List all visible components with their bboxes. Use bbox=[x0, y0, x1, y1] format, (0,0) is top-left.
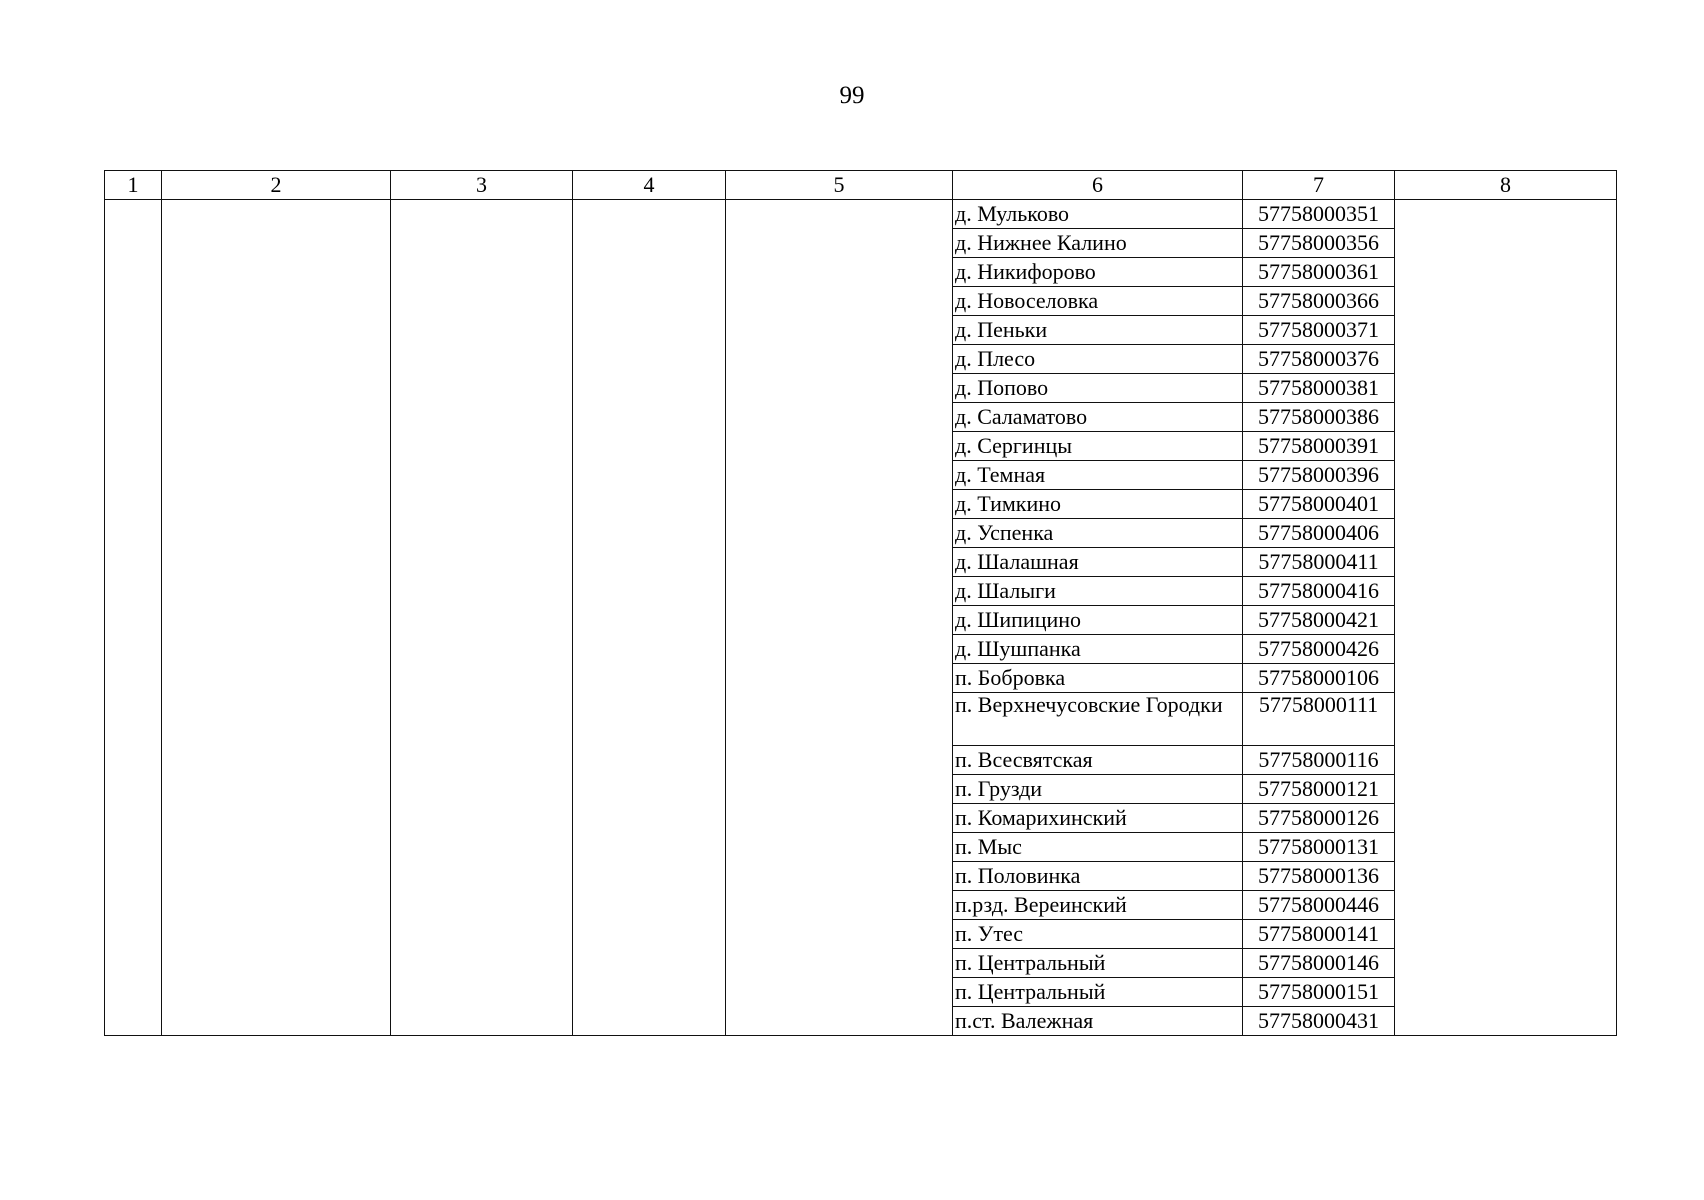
document-table bbox=[104, 170, 1617, 1036]
empty-column-8 bbox=[1395, 200, 1617, 1036]
oktmo-code-cell: 57758000136 bbox=[1243, 862, 1395, 891]
settlement-name-cell: п. Мыс bbox=[953, 833, 1243, 862]
empty-column-3 bbox=[391, 200, 573, 1036]
settlement-name-cell: д. Тимкино bbox=[953, 490, 1243, 519]
settlement-name-cell: д. Новоселовка bbox=[953, 287, 1243, 316]
oktmo-code-cell: 57758000356 bbox=[1243, 229, 1395, 258]
empty-column-1 bbox=[105, 200, 162, 1036]
settlement-name-cell: д. Попово bbox=[953, 374, 1243, 403]
settlement-name-cell: п. Всесвятская bbox=[953, 746, 1243, 775]
column-header-3: 3 bbox=[391, 171, 573, 200]
oktmo-code-cell: 57758000391 bbox=[1243, 432, 1395, 461]
oktmo-code-cell: 57758000361 bbox=[1243, 258, 1395, 287]
oktmo-code-cell: 57758000371 bbox=[1243, 316, 1395, 345]
settlement-name-cell: п. Верхнечусовские Городки bbox=[953, 693, 1243, 746]
oktmo-code-cell: 57758000106 bbox=[1243, 664, 1395, 693]
oktmo-code-cell: 57758000151 bbox=[1243, 978, 1395, 1007]
column-header-7: 7 bbox=[1243, 171, 1395, 200]
column-header-6: 6 bbox=[953, 171, 1243, 200]
oktmo-code-cell: 57758000416 bbox=[1243, 577, 1395, 606]
settlement-name-cell: п. Комарихинский bbox=[953, 804, 1243, 833]
oktmo-code-cell: 57758000426 bbox=[1243, 635, 1395, 664]
oktmo-code-cell: 57758000386 bbox=[1243, 403, 1395, 432]
oktmo-code-cell: 57758000396 bbox=[1243, 461, 1395, 490]
settlement-name-cell: д. Сергинцы bbox=[953, 432, 1243, 461]
oktmo-code-cell: 57758000376 bbox=[1243, 345, 1395, 374]
column-header-2: 2 bbox=[162, 171, 391, 200]
oktmo-code-cell: 57758000366 bbox=[1243, 287, 1395, 316]
oktmo-code-cell: 57758000141 bbox=[1243, 920, 1395, 949]
oktmo-code-cell: 57758000401 bbox=[1243, 490, 1395, 519]
settlement-name-cell: д. Нижнее Калино bbox=[953, 229, 1243, 258]
settlement-name-cell: д. Шипицино bbox=[953, 606, 1243, 635]
settlement-name-cell: д. Успенка bbox=[953, 519, 1243, 548]
settlement-name-cell: д. Шалыги bbox=[953, 577, 1243, 606]
oktmo-code-cell: 57758000446 bbox=[1243, 891, 1395, 920]
empty-column-4 bbox=[573, 200, 726, 1036]
oktmo-code-cell: 57758000126 bbox=[1243, 804, 1395, 833]
table-header bbox=[105, 171, 1617, 200]
table-row bbox=[105, 200, 1617, 229]
oktmo-code-cell: 57758000131 bbox=[1243, 833, 1395, 862]
settlement-name-cell: п. Утес bbox=[953, 920, 1243, 949]
oktmo-code-cell: 57758000406 bbox=[1243, 519, 1395, 548]
settlement-name-cell: д. Шушпанка bbox=[953, 635, 1243, 664]
oktmo-code-cell: 57758000431 bbox=[1243, 1007, 1395, 1036]
oktmo-code-cell: 57758000421 bbox=[1243, 606, 1395, 635]
empty-column-2 bbox=[162, 200, 391, 1036]
oktmo-code-cell: 57758000411 bbox=[1243, 548, 1395, 577]
column-header-8: 8 bbox=[1395, 171, 1617, 200]
settlement-name-cell: д. Мульково bbox=[953, 200, 1243, 229]
page-number: 99 bbox=[839, 82, 865, 109]
column-header-5: 5 bbox=[726, 171, 953, 200]
settlement-name-cell: д. Саламатово bbox=[953, 403, 1243, 432]
settlement-name-cell: д. Никифорово bbox=[953, 258, 1243, 287]
column-header-1: 1 bbox=[105, 171, 162, 200]
oktmo-code-cell: 57758000146 bbox=[1243, 949, 1395, 978]
settlement-name-cell: д. Плесо bbox=[953, 345, 1243, 374]
header-row bbox=[105, 171, 1617, 200]
settlement-name-cell: п. Половинка bbox=[953, 862, 1243, 891]
settlement-name-cell: д. Шалашная bbox=[953, 548, 1243, 577]
oktmo-code-cell: 57758000111 bbox=[1243, 693, 1395, 746]
oktmo-code-cell: 57758000381 bbox=[1243, 374, 1395, 403]
table-body bbox=[105, 200, 1617, 1036]
oktmo-code-cell: 57758000121 bbox=[1243, 775, 1395, 804]
settlement-name-cell: п. Центральный bbox=[953, 978, 1243, 1007]
settlement-name-cell: п.рзд. Вереинский bbox=[953, 891, 1243, 920]
column-header-4: 4 bbox=[573, 171, 726, 200]
oktmo-code-cell: 57758000116 bbox=[1243, 746, 1395, 775]
settlement-name-cell: п. Бобровка bbox=[953, 664, 1243, 693]
empty-column-5 bbox=[726, 200, 953, 1036]
oktmo-code-cell: 57758000351 bbox=[1243, 200, 1395, 229]
settlement-name-cell: п. Грузди bbox=[953, 775, 1243, 804]
settlement-name-cell: п.ст. Валежная bbox=[953, 1007, 1243, 1036]
settlement-name-cell: д. Темная bbox=[953, 461, 1243, 490]
settlement-name-cell: п. Центральный bbox=[953, 949, 1243, 978]
settlement-name-cell: д. Пеньки bbox=[953, 316, 1243, 345]
